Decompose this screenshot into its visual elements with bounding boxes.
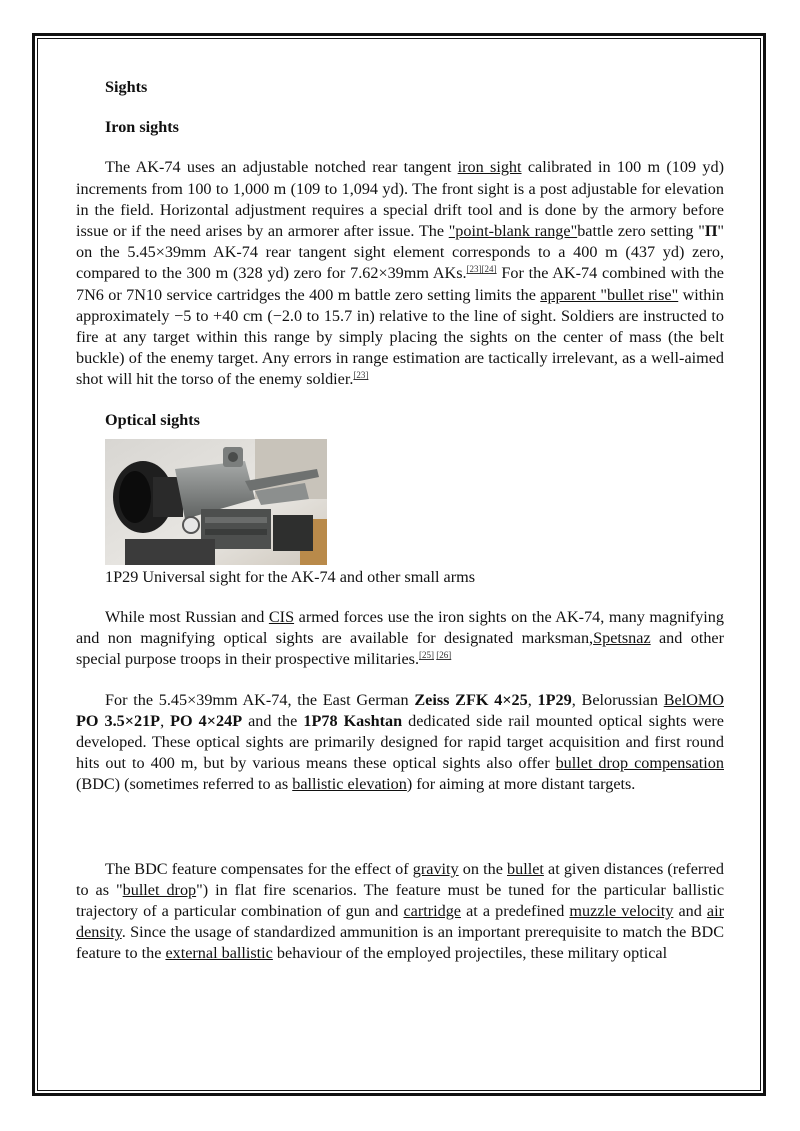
model-po-3-5x21p: PO 3.5×21P <box>76 711 161 730</box>
link-iron-sight[interactable]: iron sight <box>457 158 522 177</box>
citation-23[interactable]: [23] <box>466 264 482 275</box>
link-ballistic-elevation[interactable]: ballistic elevation <box>292 775 407 794</box>
citation-23b[interactable]: [23] <box>353 370 369 381</box>
heading-optical-sights: Optical sights <box>105 410 200 429</box>
link-bullet[interactable]: bullet <box>507 859 544 878</box>
figure-1p29-photo <box>105 439 327 565</box>
link-point-blank-range[interactable]: "point-blank range" <box>448 222 578 241</box>
paragraph-optical-intro: While most Russian and CIS armed forces use the iron sights on the AK-74, many magnifying and non magnifying optical sights are available for designated marksman,Spetsnaz and other special purpose troops in their prospective militaries.[25] [26] <box>76 608 724 669</box>
link-apparent-bullet-rise[interactable]: apparent "bullet rise" <box>540 285 679 304</box>
link-belomo[interactable]: BelOMO <box>663 690 724 709</box>
citation-24[interactable]: [24] <box>481 264 497 275</box>
link-bullet-drop-compensation[interactable]: bullet drop compensation <box>555 754 724 773</box>
heading-iron-sights: Iron sights <box>105 118 179 137</box>
paragraph-iron-sights: The AK-74 uses an adjustable notched rear tangent iron sight calibrated in 100 m (109 yd) increments from 100 to 1,000 m (109 to 1,094 yd). The front sight is a post adjustable for elevation in the field. Horizontal adjustment requires a special drift tool and is done by the armory before issue or if the need arises by an armorer after issue. The "point-blank range"battle zero setting "П" on the 5.45×39mm AK-74 rear tangent sight element corresponds to a 400 m (437 yd) zero, compared to the 300 m (328 yd) zero for 7.62×39mm AKs.[23][24] For the AK-74 combined with the 7N6 or 7N10 service cartridges the 400 m battle zero setting limits the apparent "bullet rise" within approximately −5 to +40 cm (−2.0 to 15.7 in) relative to the line of sight. Soldiers are instructed to fire at any target within this range by simply placing the sights on the center of mass (the belt buckle) of the enemy target. Any errors in range estimation are tactically irrelevant, as a well-aimed shot will hit the torso of the enemy soldier.[23] <box>76 158 724 389</box>
citation-26[interactable]: [26] <box>436 650 452 661</box>
link-cartridge[interactable]: cartridge <box>403 902 461 921</box>
link-air-density[interactable]: air density <box>76 902 724 942</box>
optical-sight-photo <box>105 439 327 565</box>
heading-sights: Sights <box>105 78 148 96</box>
model-zeiss-zfk: Zeiss ZFK 4×25 <box>414 690 528 709</box>
paragraph-optical-models: For the 5.45×39mm AK-74, the East German Zeiss ZFK 4×25, 1P29, Belorussian BelOMO PO 3.5×21P, PO 4×24P and the 1P78 Kashtan dedicated side rail mounted optical sights were developed. These optical sights are primarily designed for rapid target acquisition and first round hits out to 400 m, but by various means these optical sights also offer bullet drop compensation (BDC) (sometimes referred to as ballistic elevation) for aiming at more distant targets. <box>76 690 724 794</box>
link-gravity[interactable]: gravity <box>412 859 459 878</box>
link-spetsnaz[interactable]: Spetsnaz <box>593 629 651 648</box>
figure-caption: 1P29 Universal sight for the AK-74 and other small arms <box>105 567 476 586</box>
link-cis[interactable]: CIS <box>268 608 295 627</box>
model-1p78-kashtan: 1P78 Kashtan <box>303 711 403 730</box>
pi-setting-symbol: П <box>704 222 718 241</box>
link-external-ballistic[interactable]: external ballistic <box>165 944 273 963</box>
paragraph-bdc-feature: The BDC feature compensates for the effect of gravity on the bullet at given distances (referred to as "bullet drop") in flat fire scenarios. The feature must be tuned for the particular ballistic trajectory of a particular combination of gun and cartridge at a predefined muzzle velocity and air density. Since the usage of standardized ammunition is an important prerequisite to match the BDC feature to the external ballistic behaviour of the employed projectiles, these military optical <box>76 859 724 963</box>
citation-25[interactable]: [25] <box>419 650 434 661</box>
model-1p29: 1P29 <box>537 690 572 709</box>
link-bullet-drop[interactable]: bullet drop <box>122 880 197 899</box>
document-body <box>76 74 724 1084</box>
model-po-4x24p: PO 4×24P <box>170 711 243 730</box>
link-muzzle-velocity[interactable]: muzzle velocity <box>569 902 674 921</box>
